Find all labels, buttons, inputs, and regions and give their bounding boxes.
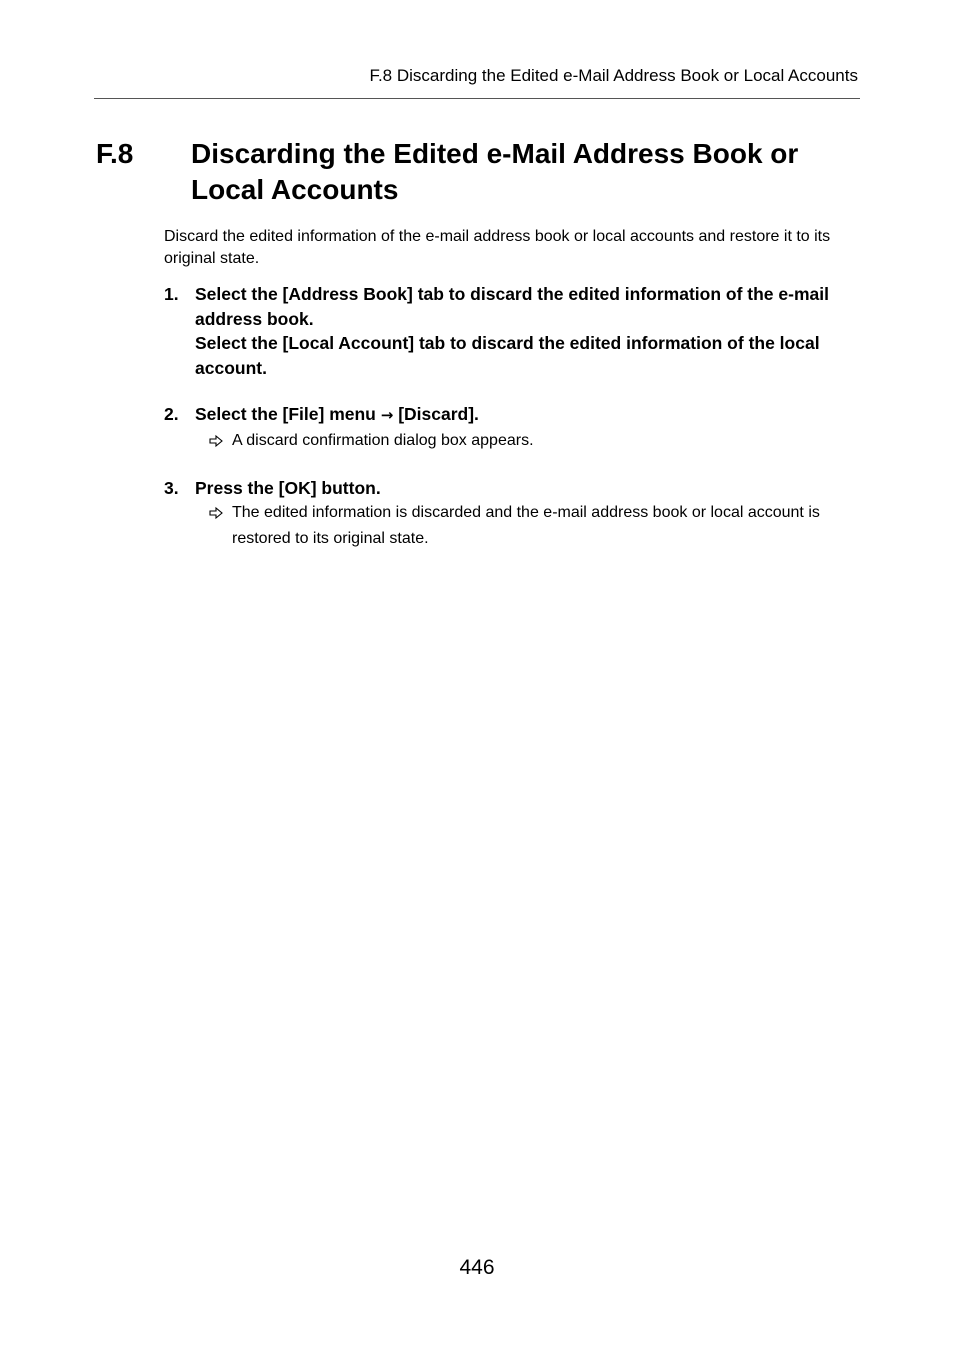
outlined-right-arrow-icon	[209, 506, 223, 520]
step-instruction	[195, 402, 858, 428]
step-number: 1.	[164, 284, 179, 304]
section-title: Discarding the Edited e-Mail Address Book or Local Accounts	[191, 137, 799, 205]
step-instruction-text: Select the [File] menu	[195, 404, 376, 424]
procedure-steps	[164, 282, 858, 552]
outlined-right-arrow-icon	[209, 434, 223, 448]
step-number: 3.	[164, 477, 179, 498]
step-result	[232, 428, 858, 454]
page-number: 446	[459, 1256, 495, 1279]
step-instruction-text: [Discard].	[398, 404, 479, 424]
step-1	[164, 282, 858, 380]
step-3	[164, 476, 858, 553]
running-header: F.8 Discarding the Edited e-Mail Address Book or Local Accounts	[369, 66, 858, 85]
step-result-text: A discard confirmation dialog box appears.	[232, 431, 534, 449]
step-result	[232, 500, 858, 552]
header-divider	[94, 98, 860, 99]
menu-arrow-icon: →	[380, 406, 394, 424]
step-result-text: The edited information is discarded and the e-mail address book or local account is restored to its original state.	[232, 504, 820, 547]
step-instruction	[195, 282, 858, 380]
step-instruction-line: Select the [Address Book] tab to discard the edited information of the e-mail address book.	[195, 284, 829, 329]
step-2	[164, 402, 858, 454]
step-number: 2.	[164, 404, 179, 424]
section-number: F.8	[96, 137, 134, 169]
step-instruction: Press the [OK] button.	[195, 477, 381, 498]
intro-paragraph: Discard the edited information of the e-mail address book or local accounts and restore it to its original state.	[164, 228, 831, 267]
step-instruction-line: Select the [Local Account] tab to discard the edited information of the local account.	[195, 333, 820, 378]
